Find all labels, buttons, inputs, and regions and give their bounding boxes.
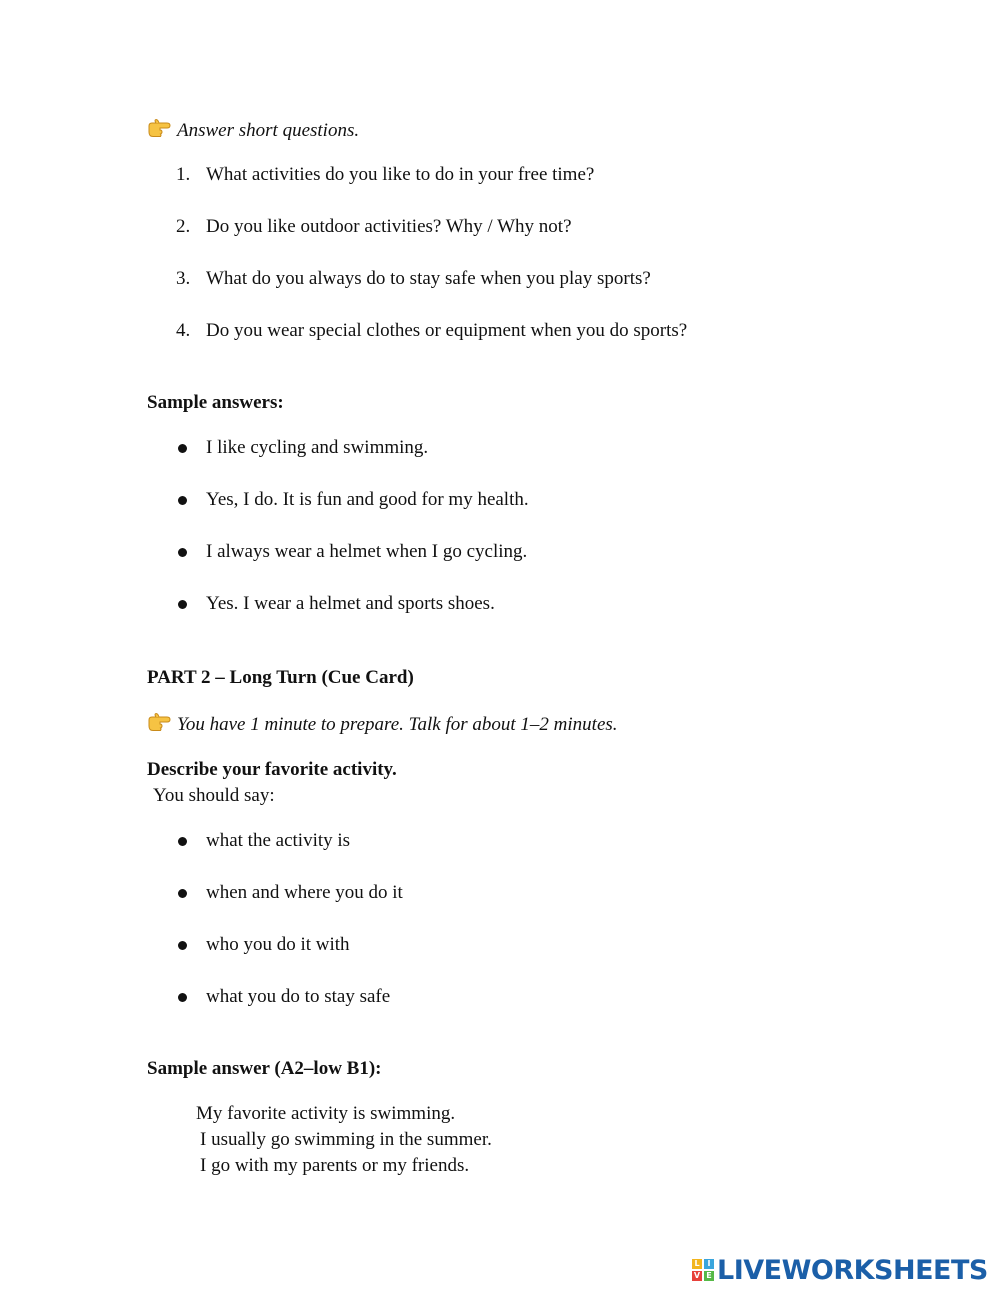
bullet-icon: [178, 496, 187, 505]
part2-instruction: [147, 712, 618, 736]
pointing-hand-icon: [147, 712, 173, 732]
sample-line: I go with my parents or my friends.: [200, 1155, 470, 1176]
sample-answers-heading: Sample answers:: [147, 392, 284, 413]
logo-block: V: [693, 1271, 701, 1280]
sample-line: I usually go swimming in the summer.: [200, 1129, 492, 1150]
prompt-text: what you do to stay safe: [206, 986, 391, 1007]
bullet-icon: [178, 548, 187, 557]
pointing-hand-icon: [147, 118, 173, 138]
should-say-label: You should say:: [153, 785, 275, 806]
instruction-text: You have 1 minute to prepare. Talk for about 1–2 minutes.: [177, 714, 618, 735]
question-number: 4.: [176, 320, 191, 341]
question-text: What activities do you like to do in your free time?: [206, 164, 595, 185]
instruction-text: Answer short questions.: [177, 120, 360, 141]
part2-heading: PART 2 – Long Turn (Cue Card): [147, 667, 414, 688]
question-text: Do you like outdoor activities? Why / Why not?: [206, 216, 572, 237]
bullet-icon: [178, 889, 187, 898]
question-text: What do you always do to stay safe when you play sports?: [206, 268, 651, 289]
liveworksheets-logo: [692, 1254, 988, 1286]
question-number: 3.: [176, 268, 191, 289]
logo-block: I: [704, 1259, 714, 1269]
logo-block: L: [692, 1259, 702, 1269]
prompt-text: what the activity is: [206, 830, 351, 851]
bullet-icon: [178, 993, 187, 1002]
sample-line: My favorite activity is swimming.: [196, 1103, 456, 1124]
answer-text: Yes. I wear a helmet and sports shoes.: [206, 593, 495, 614]
bullet-icon: [178, 600, 187, 609]
question-number: 1.: [176, 164, 191, 185]
bullet-icon: [178, 444, 187, 453]
prompt-text: when and where you do it: [206, 882, 403, 903]
bullet-icon: [178, 941, 187, 950]
answer-text: Yes, I do. It is fun and good for my health.: [206, 489, 529, 510]
answer-text: I like cycling and swimming.: [206, 437, 429, 458]
bullet-icon: [178, 837, 187, 846]
part1-instruction: [147, 118, 359, 142]
logo-text: LIVEWORKSHEETS: [717, 1254, 988, 1286]
logo-block: E: [704, 1271, 714, 1281]
logo-blocks-icon: [692, 1259, 714, 1281]
cue-card-topic: Describe your favorite activity.: [147, 759, 397, 780]
prompt-text: who you do it with: [206, 934, 350, 955]
question-text: Do you wear special clothes or equipment when you do sports?: [206, 320, 688, 341]
question-number: 2.: [176, 216, 191, 237]
answer-text: I always wear a helmet when I go cycling.: [206, 541, 528, 562]
sample-answer-heading: Sample answer (A2–low B1):: [147, 1058, 382, 1079]
